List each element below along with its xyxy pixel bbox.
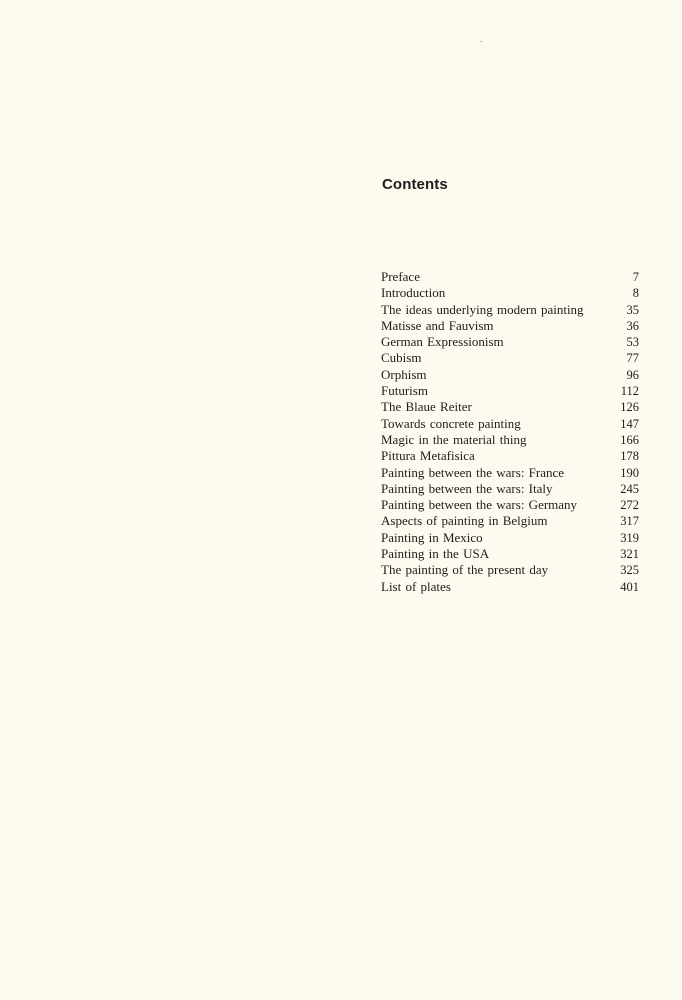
toc-entry — [381, 530, 639, 546]
toc-entry — [381, 465, 639, 481]
toc-entry-page: 178 — [620, 449, 639, 464]
toc-entry-title: Orphism — [381, 366, 427, 382]
toc-entry-page: 401 — [620, 579, 639, 594]
table-of-contents — [381, 269, 639, 595]
toc-entry-title: Cubism — [381, 350, 422, 366]
toc-entry-title: The painting of the present day — [381, 562, 549, 578]
toc-entry-title: The Blaue Reiter — [381, 399, 472, 415]
toc-entry-title: German Expressionism — [381, 334, 504, 350]
toc-entry-page: 77 — [626, 351, 639, 366]
toc-entry-page: 190 — [620, 465, 639, 480]
toc-entry-page: 147 — [620, 416, 639, 431]
toc-entry-title: Painting in the USA — [381, 546, 490, 562]
toc-entry-page: 36 — [626, 318, 639, 333]
toc-entry-title: Painting between the wars: Germany — [381, 497, 578, 513]
toc-entry — [381, 399, 639, 415]
toc-entry-page: 35 — [626, 302, 639, 317]
toc-entry-page: 7 — [632, 270, 639, 284]
paper-speck — [480, 41, 482, 42]
toc-entry-page: 245 — [620, 481, 639, 496]
toc-entry — [381, 546, 639, 562]
toc-entry — [381, 350, 639, 366]
toc-entry — [381, 334, 639, 350]
toc-entry-page: 272 — [620, 498, 639, 513]
toc-entry-page: 325 — [620, 563, 639, 578]
toc-entry-page: 166 — [620, 432, 639, 447]
toc-entry — [381, 448, 639, 464]
toc-entry — [381, 302, 639, 318]
toc-entry-title: Painting between the wars: Italy — [381, 480, 553, 496]
toc-entry-title: Towards concrete painting — [381, 415, 521, 431]
toc-entry-title: Futurism — [381, 383, 428, 399]
toc-entry — [381, 562, 639, 578]
toc-entry-title: Pittura Metafisica — [381, 448, 475, 464]
toc-entry-title: Painting between the wars: France — [381, 464, 565, 480]
toc-entry — [381, 383, 639, 399]
toc-entry-page: 319 — [620, 530, 639, 545]
toc-entry-page: 112 — [620, 384, 639, 399]
toc-entry — [381, 367, 639, 383]
toc-entry — [381, 416, 639, 432]
toc-entry — [381, 481, 639, 497]
contents-heading: Contents — [382, 176, 448, 194]
toc-entry-title: Preface — [381, 269, 420, 284]
toc-entry — [381, 579, 639, 595]
toc-entry-page: 317 — [620, 514, 639, 529]
toc-entry-page: 8 — [632, 286, 639, 301]
toc-entry-title: The ideas underlying modern painting — [381, 301, 584, 317]
toc-entry — [381, 432, 639, 448]
toc-entry-page: 321 — [620, 547, 639, 562]
toc-entry-title: Introduction — [381, 285, 446, 301]
toc-entry-page: 96 — [626, 367, 639, 382]
toc-entry-title: Aspects of painting in Belgium — [381, 513, 548, 529]
toc-entry — [381, 285, 639, 301]
toc-entry-title: Matisse and Fauvism — [381, 317, 494, 333]
toc-entry-title: Painting in Mexico — [381, 529, 483, 545]
toc-entry-page: 53 — [626, 335, 639, 350]
toc-entry — [381, 497, 639, 513]
toc-entry — [381, 269, 639, 285]
toc-entry-title: List of plates — [381, 578, 451, 594]
toc-entry-page: 126 — [620, 400, 639, 415]
toc-entry — [381, 318, 639, 334]
toc-entry — [381, 513, 639, 529]
toc-entry-title: Magic in the material thing — [381, 431, 527, 447]
